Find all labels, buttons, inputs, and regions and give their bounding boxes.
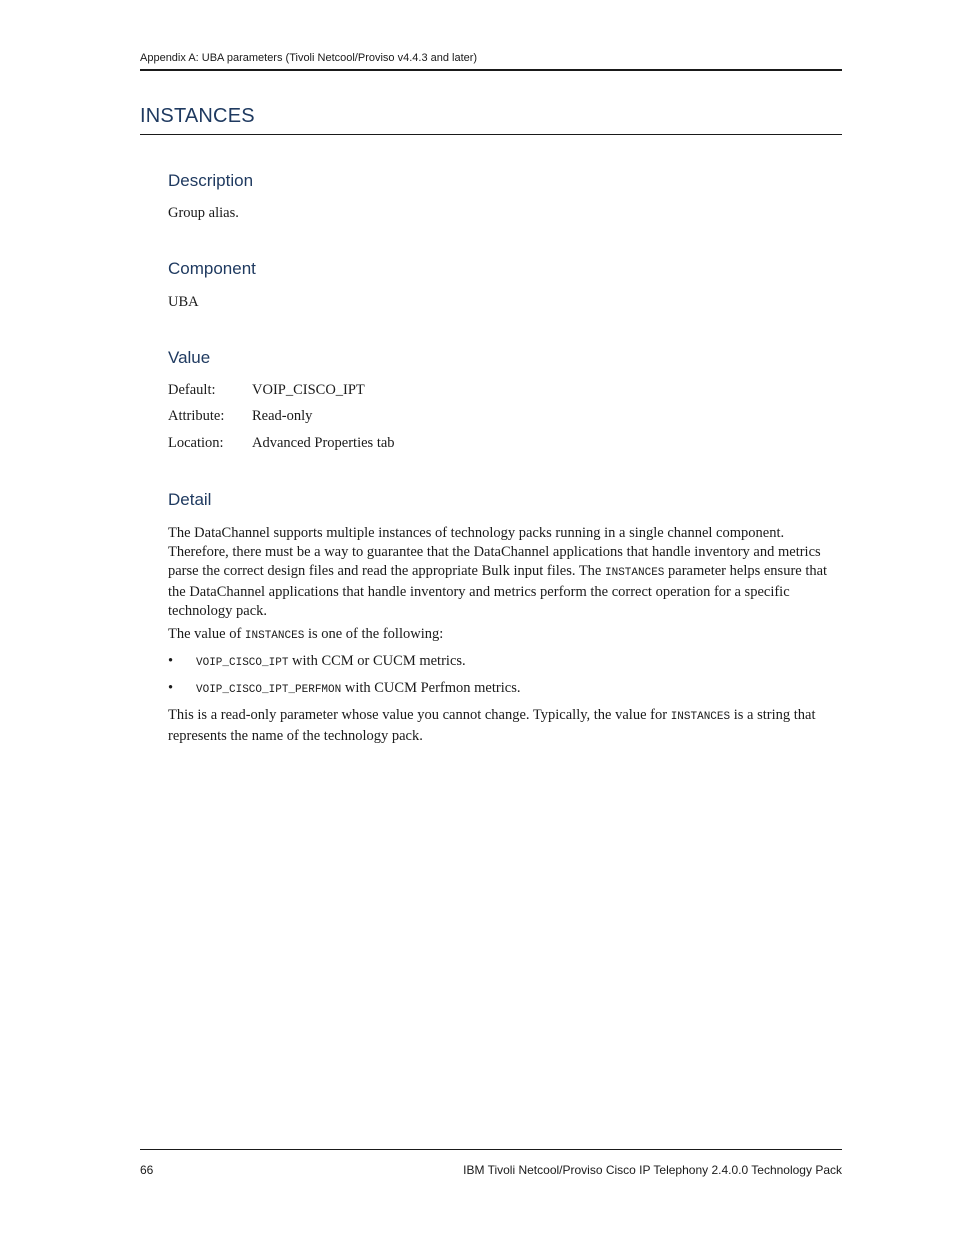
value-row-attribute	[168, 408, 312, 425]
value-val: Read-only	[252, 408, 313, 424]
detail-paragraph-3	[168, 706, 842, 746]
detail-heading: Detail	[168, 490, 212, 509]
value-val: Advanced Properties tab	[252, 435, 395, 451]
value-key: Default:	[168, 382, 216, 398]
text-run: is one of the following:	[304, 626, 444, 642]
list-item	[168, 680, 520, 697]
value-key: Attribute:	[168, 408, 225, 424]
bullet-icon: •	[168, 680, 174, 696]
header-rule	[140, 69, 842, 71]
value-row-location	[168, 435, 395, 452]
text-run: This is a read-only parameter whose value you cannot change. Typically, the value for	[168, 707, 671, 723]
title-rule	[140, 134, 842, 135]
text-run: is a string that represents the name of the technology pack.	[168, 707, 816, 744]
component-heading: Component	[168, 259, 256, 278]
value-val: VOIP_CISCO_IPT	[252, 382, 365, 398]
value-row-default	[168, 382, 365, 399]
footer-rule	[140, 1149, 842, 1150]
section-title: INSTANCES	[140, 105, 255, 127]
text-run: The DataChannel supports multiple instances of technology packs running in a single channel component. Therefore, there must be a way to guarantee that the DataChannel applications that handle inventory and metrics parse the correct design files and read the appropriate Bulk input files. The	[168, 525, 821, 579]
page-number: 66	[140, 1163, 154, 1177]
list-item	[168, 653, 466, 670]
detail-paragraph-1	[168, 524, 842, 621]
code-instances: INSTANCES	[605, 567, 665, 579]
running-header: Appendix A: UBA parameters (Tivoli Netcool/Proviso v4.4.3 and later)	[140, 52, 478, 64]
footer-doc-title: IBM Tivoli Netcool/Proviso Cisco IP Telephony 2.4.0.0 Technology Pack	[463, 1163, 842, 1177]
description-text: Group alias.	[168, 205, 239, 221]
code-instances: INSTANCES	[244, 630, 305, 642]
bullet-icon: •	[168, 653, 174, 669]
value-key: Location:	[168, 435, 224, 451]
description-heading: Description	[168, 171, 254, 190]
text-run: with CCM or CUCM metrics.	[288, 653, 466, 669]
detail-paragraph-2	[168, 625, 842, 646]
text-run: parameter helps ensure that the DataChannel applications that handle inventory and metrics perform the correct operation for a specific technology pack.	[168, 563, 828, 619]
value-heading: Value	[168, 348, 211, 367]
text-run: with CUCM Perfmon metrics.	[341, 680, 521, 696]
text-run: The value of	[168, 626, 245, 642]
code-value: VOIP_CISCO_IPT_PERFMON	[196, 684, 342, 696]
code-value: VOIP_CISCO_IPT	[196, 657, 289, 669]
component-text: UBA	[168, 294, 199, 310]
code-instances: INSTANCES	[670, 711, 731, 723]
